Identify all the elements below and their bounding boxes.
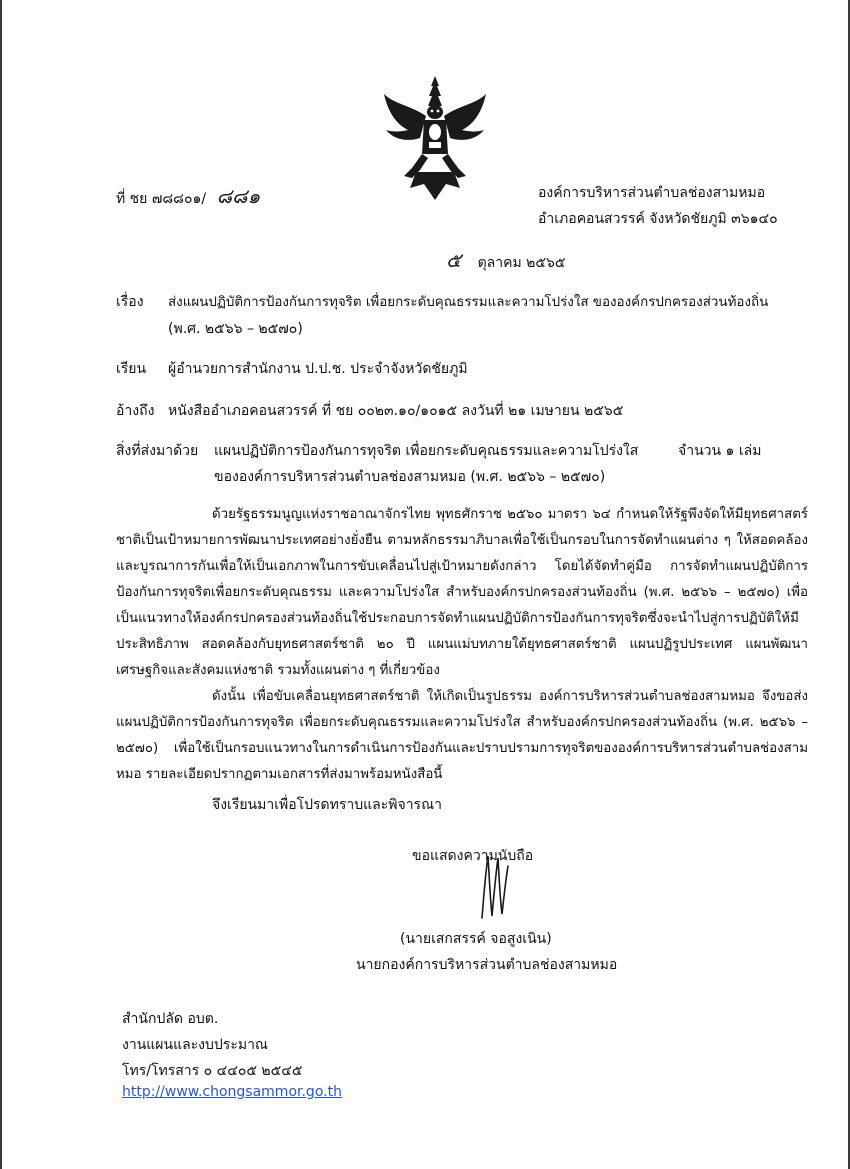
- page-left-edge: [0, 0, 2, 1169]
- signer-title: นายกองค์การบริหารส่วนตำบลช่องสามหมอ: [356, 957, 618, 973]
- enclosure-label: สิ่งที่ส่งมาด้วย: [116, 443, 199, 459]
- footer-website-link[interactable]: http://www.chongsammor.go.th: [122, 1084, 342, 1100]
- footer-division: งานแผนและงบประมาณ: [122, 1037, 268, 1053]
- org-name: องค์การบริหารส่วนตำบลช่องสามหมอ: [538, 185, 766, 201]
- body-paragraph-2: ดังนั้น เพื่อขับเคลื่อนยุทธศาสตร์ชาติ ให้เกิดเป็นรูปธรรม องค์การบริหารส่วนตำบลช่องสามหมอ จึงขอส่งแผนปฏิบัติการป้องกันการทุจริต เพื่อยกระดับคุณธรรมและความโปร่งใส สำหรับองค์กรปกครองส่วนท้องถิ่น (พ.ศ. ๒๕๖๖ – ๒๕๗๐) เพื่อใช้เป็นกรอบแนวทางในการดำเนินการป้องกันและปราบปรามการทุจริตขององค์การบริหารส่วนตำบลช่องสามหมอ รายละเอียดปรากฏตามเอกสารที่ส่งมาพร้อมหนังสือนี้: [116, 689, 808, 782]
- subject-line-2: (พ.ศ. ๒๕๖๖ – ๒๕๗๐): [168, 321, 303, 337]
- signer-name: (นายเสกสรรค์ จอสูงเนิน): [400, 931, 552, 947]
- reference-number-printed: ที่ ชย ๗๘๘๐๑/: [116, 191, 207, 207]
- reference-number: [116, 180, 260, 212]
- garuda-emblem: [382, 76, 488, 200]
- closing-salutation: ขอแสดงความนับถือ: [412, 848, 534, 864]
- date-day-handwritten: ๕: [446, 248, 462, 272]
- recipient-text: ผู้อำนวยการสำนักงาน ป.ป.ช. ประจำจังหวัดชัยภูมิ: [168, 361, 468, 377]
- recipient-label: เรียน: [116, 361, 147, 377]
- date-month-year: ตุลาคม ๒๕๖๕: [477, 255, 566, 271]
- subject-line-1: ส่งแผนปฏิบัติการป้องกันการทุจริต เพื่อยกระดับคุณธรรมและความโปร่งใส ขององค์กรปกครองส่วนท้องถิ่น: [168, 295, 769, 310]
- enclosure-quantity: จำนวน ๑ เล่ม: [678, 443, 762, 459]
- enclosure-line-1: แผนปฏิบัติการป้องกันการทุจริต เพื่อยกระดับคุณธรรมและความโปร่งใส: [214, 443, 639, 459]
- signature-mark: [474, 852, 514, 920]
- reference-text: หนังสืออำเภอคอนสวรรค์ ที่ ชย ๐๐๒๓.๑๐/๑๐๑๕ ลงวันที่ ๒๑ เมษายน ๒๕๖๕: [168, 403, 624, 419]
- reference-number-handwritten: ๘๘๑: [216, 184, 261, 208]
- body-paragraph-1: ด้วยรัฐธรรมนูญแห่งราชอาณาจักรไทย พุทธศักราช ๒๕๖๐ มาตรา ๖๔ กำหนดให้รัฐพึงจัดให้มียุทธศาสตร์ชาติเป็นเป้าหมายการพัฒนาประเทศอย่างยั่งยืน ตามหลักธรรมาภิบาลเพื่อใช้เป็นกรอบในการจัดทำแผนต่าง ๆ ให้สอดคล้องและบูรณาการกันเพื่อให้เป็นเอกภาพในการขับเคลื่อนไปสู่เป้าหมายดังกล่าว โดยได้จัดทำคู่มือ การจัดทำแผนปฏิบัติการป้องกันการทุจริตเพื่อยกระดับคุณธรรม และความโปร่งใส สำหรับองค์กรปกครองส่วนท้องถิ่น (พ.ศ. ๒๕๖๖ – ๒๕๗๐) เพื่อเป็นแนวทางให้องค์กรปกครองส่วนท้องถิ่นใช้ประกอบการจัดทำแผนปฏิบัติการป้องกันการทุจริตซึ่งจะนำไปสู่การปฏิบัติให้มีประสิทธิภาพ สอดคล้องกับยุทธศาสตร์ชาติ ๒๐ ปี แผนแม่บทภายใต้ยุทธศาสตร์ชาติ แผนปฏิรูปประเทศ แผนพัฒนาเศรษฐกิจและสังคมแห่งชาติ รวมทั้งแผนต่าง ๆ ที่เกี่ยวข้อง: [116, 507, 808, 678]
- org-address: อำเภอคอนสวรรค์ จังหวัดชัยภูมิ ๓๖๑๔๐: [538, 211, 778, 227]
- footer-phone: โทร/โทรสาร ๐ ๔๔๐๕ ๒๕๔๕: [122, 1063, 303, 1079]
- subject-label: เรื่อง: [116, 294, 144, 310]
- enclosure-line-2: ขององค์การบริหารส่วนตำบลช่องสามหมอ (พ.ศ. ๒๕๖๖ – ๒๕๗๐): [214, 469, 606, 485]
- letter-date: [446, 244, 565, 276]
- footer-office: สำนักปลัด อบต.: [122, 1011, 219, 1027]
- body-paragraph-3: จึงเรียนมาเพื่อโปรดทราบและพิจารณา: [212, 797, 442, 813]
- reference-label: อ้างถึง: [116, 403, 155, 419]
